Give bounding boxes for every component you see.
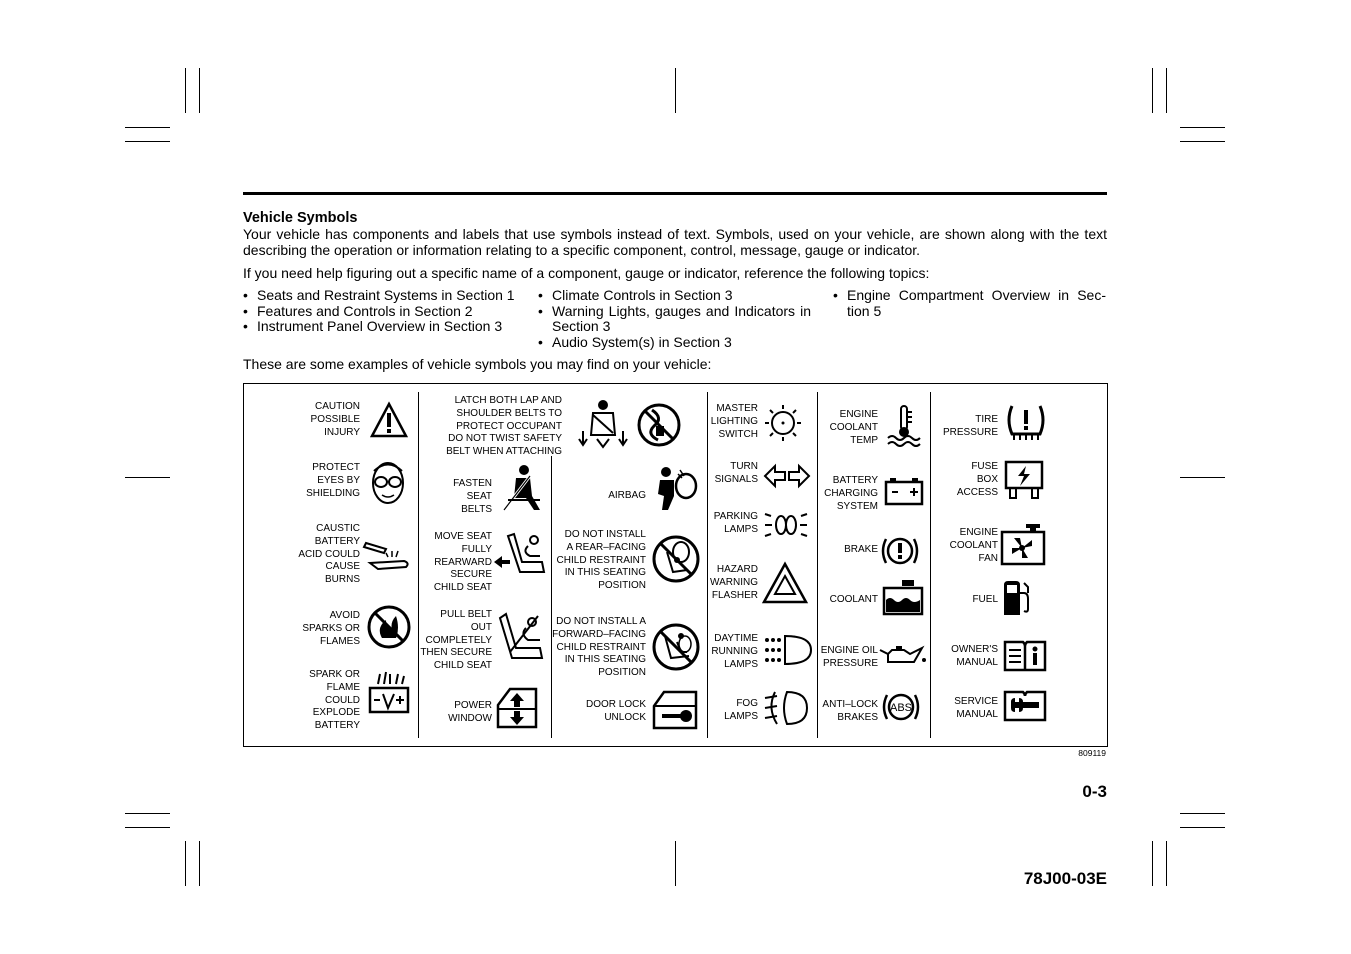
turn-arrows-icon bbox=[763, 464, 811, 488]
turn-signals-label: TURN SIGNALS bbox=[714, 461, 758, 485]
no-rear-facing-icon bbox=[651, 534, 701, 584]
document-code: 78J00-03E bbox=[1023, 869, 1107, 888]
abs-label: ANTI–LOCK BRAKES bbox=[822, 699, 878, 723]
brake-label: BRAKE bbox=[844, 544, 878, 555]
coolant-label: COOLANT bbox=[829, 594, 878, 605]
crop-mark bbox=[1180, 141, 1225, 142]
warning-triangle-icon bbox=[370, 402, 408, 438]
coolant-fan-label: ENGINE COOLANT FAN bbox=[949, 527, 998, 564]
crop-mark bbox=[185, 68, 186, 113]
master-lighting-label: MASTER LIGHTING SWITCH bbox=[710, 403, 758, 440]
section-rule bbox=[243, 192, 1107, 195]
parking-lamps-label: PARKING LAMPS bbox=[713, 511, 758, 535]
seatbelt-person-icon bbox=[500, 464, 544, 512]
crop-mark bbox=[1152, 68, 1153, 113]
coolant-temp-icon bbox=[886, 404, 922, 446]
crop-mark bbox=[125, 477, 170, 478]
column-divider bbox=[418, 392, 419, 738]
crop-mark bbox=[1180, 127, 1225, 128]
abs-icon bbox=[881, 690, 921, 724]
owners-manual-label: OWNER'S MANUAL bbox=[951, 644, 998, 668]
crop-mark bbox=[1166, 841, 1167, 886]
airbag-label: AIRBAG bbox=[608, 490, 646, 501]
daytime-running-lamps-icon bbox=[763, 634, 813, 666]
topic-item: • Engine Compartment Overview in Sec-tion 5 bbox=[833, 288, 1106, 319]
latch-belts-label: LATCH BOTH LAP AND SHOULDER BELTS TO PROTECT OCCUPANT DO NOT TWIST SAFETY BELT WHEN ATTACHING bbox=[446, 395, 562, 458]
vehicle-symbols-figure bbox=[243, 383, 1108, 747]
fuse-box-icon bbox=[1004, 460, 1044, 500]
door-lock-label: DOOR LOCK UNLOCK bbox=[585, 699, 646, 723]
fog-label: FOG LAMPS bbox=[724, 698, 758, 722]
child-seat-belt-icon bbox=[500, 612, 548, 662]
crop-mark bbox=[1152, 841, 1153, 886]
hazard-label: HAZARD WARNING FLASHER bbox=[710, 564, 758, 601]
crop-mark bbox=[199, 68, 200, 113]
no-twist-belt-icon bbox=[636, 402, 682, 448]
hazard-triangle-icon bbox=[762, 562, 808, 604]
eye-shield-icon bbox=[369, 456, 407, 506]
battery-icon bbox=[884, 476, 924, 506]
owners-manual-icon bbox=[1003, 638, 1047, 672]
figure-id: 809119 bbox=[1078, 748, 1106, 758]
topic-item: • Features and Controls in Section 2 bbox=[243, 304, 516, 320]
crop-mark bbox=[185, 841, 186, 886]
oil-can-icon bbox=[878, 644, 928, 668]
intro-paragraph: Your vehicle has components and labels that use symbols instead of text. Symbols, used on your vehicle, are shown along with the text describing the operation or information relating to a specific component, control, message, gauge or indicator. bbox=[243, 226, 1107, 258]
move-seat-label: MOVE SEAT FULLY REARWARD SECURE CHILD SEAT bbox=[433, 531, 492, 594]
door-lock-icon bbox=[652, 690, 698, 730]
fuel-label: FUEL bbox=[972, 594, 998, 605]
topic-item: • Audio System(s) in Section 3 bbox=[538, 335, 811, 351]
topic-item: • Climate Controls in Section 3 bbox=[538, 288, 811, 304]
topic-item: • Instrument Panel Overview in Section 3 bbox=[243, 319, 516, 335]
brake-warning-icon bbox=[880, 534, 920, 568]
protect-eyes-label: PROTECT EYES BY SHIELDING bbox=[306, 462, 360, 499]
crop-mark bbox=[125, 827, 170, 828]
crop-mark bbox=[125, 127, 170, 128]
no-forward-facing-icon bbox=[651, 622, 701, 672]
acid-burn-icon bbox=[364, 539, 414, 574]
examples-paragraph: These are some examples of vehicle symbols you may find on your vehicle: bbox=[243, 356, 712, 372]
spark-explode-label: SPARK OR FLAME COULD EXPLODE BATTERY bbox=[309, 669, 360, 732]
crop-mark bbox=[1166, 68, 1167, 113]
column-divider bbox=[551, 456, 552, 738]
avoid-sparks-label: AVOID SPARKS OR FLAMES bbox=[302, 610, 360, 647]
topic-list-1 bbox=[243, 288, 516, 335]
crop-mark bbox=[1180, 477, 1225, 478]
no-flame-icon bbox=[366, 604, 412, 650]
tire-pressure-label: TIRE PRESSURE bbox=[942, 414, 998, 438]
seatbelt-latch-icon bbox=[579, 399, 627, 449]
topic-item: • Warning Lights, gauges and Indicators in Section 3 bbox=[538, 304, 811, 335]
crop-mark bbox=[199, 841, 200, 886]
column-divider bbox=[817, 392, 818, 738]
service-manual-icon bbox=[1003, 688, 1047, 722]
lighting-switch-icon bbox=[763, 403, 803, 443]
page-number: 0-3 bbox=[1082, 782, 1107, 801]
power-window-icon bbox=[496, 687, 538, 729]
oil-pressure-label: ENGINE OIL PRESSURE bbox=[820, 645, 878, 669]
child-seat-rearward-icon bbox=[494, 532, 550, 576]
topic-item: • Seats and Restraint Systems in Section 1 bbox=[243, 288, 516, 304]
tire-pressure-icon bbox=[1004, 402, 1048, 444]
exploding-battery-icon bbox=[368, 672, 410, 716]
fasten-belts-label: FASTEN SEAT BELTS bbox=[453, 478, 492, 515]
help-paragraph: If you need help figuring out a specific name of a component, gauge or indicator, reference the following topics: bbox=[243, 265, 930, 281]
crop-mark bbox=[1180, 813, 1225, 814]
crop-mark bbox=[675, 841, 676, 886]
pull-belt-label: PULL BELT OUT COMPLETELY THEN SECURE CHILD SEAT bbox=[420, 609, 492, 672]
caustic-label: CAUSTIC BATTERY ACID COULD CAUSE BURNS bbox=[298, 523, 360, 586]
crop-mark bbox=[1180, 827, 1225, 828]
no-rear-facing-label: DO NOT INSTALL A REAR–FACING CHILD RESTRAINT IN THIS SEATING POSITION bbox=[556, 529, 646, 592]
crop-mark bbox=[125, 141, 170, 142]
column-divider bbox=[707, 392, 708, 738]
coolant-temp-label: ENGINE COOLANT TEMP bbox=[829, 409, 878, 446]
section-title: Vehicle Symbols bbox=[243, 210, 358, 226]
coolant-fan-icon bbox=[1000, 522, 1046, 566]
crop-mark bbox=[675, 68, 676, 113]
power-window-label: POWER WINDOW bbox=[448, 700, 492, 724]
service-manual-label: SERVICE MANUAL bbox=[954, 696, 998, 720]
topic-list-2 bbox=[538, 288, 811, 350]
battery-charging-label: BATTERY CHARGING SYSTEM bbox=[824, 475, 878, 512]
fog-lamp-icon bbox=[763, 690, 809, 726]
crop-mark bbox=[125, 813, 170, 814]
no-forward-facing-label: DO NOT INSTALL A FORWARD–FACING CHILD RESTRAINT IN THIS SEATING POSITION bbox=[552, 616, 646, 679]
topic-list-3 bbox=[833, 288, 1106, 319]
abs-text: ABS bbox=[889, 702, 913, 714]
airbag-icon bbox=[652, 466, 700, 512]
caution-label: CAUTION POSSIBLE INJURY bbox=[310, 401, 360, 438]
parking-lamps-icon bbox=[763, 508, 809, 542]
coolant-reservoir-icon bbox=[882, 578, 924, 616]
column-divider bbox=[930, 392, 931, 738]
fuel-pump-icon bbox=[1002, 579, 1032, 617]
fuse-box-label: FUSE BOX ACCESS bbox=[956, 461, 998, 498]
drl-label: DAYTIME RUNNING LAMPS bbox=[711, 633, 758, 670]
